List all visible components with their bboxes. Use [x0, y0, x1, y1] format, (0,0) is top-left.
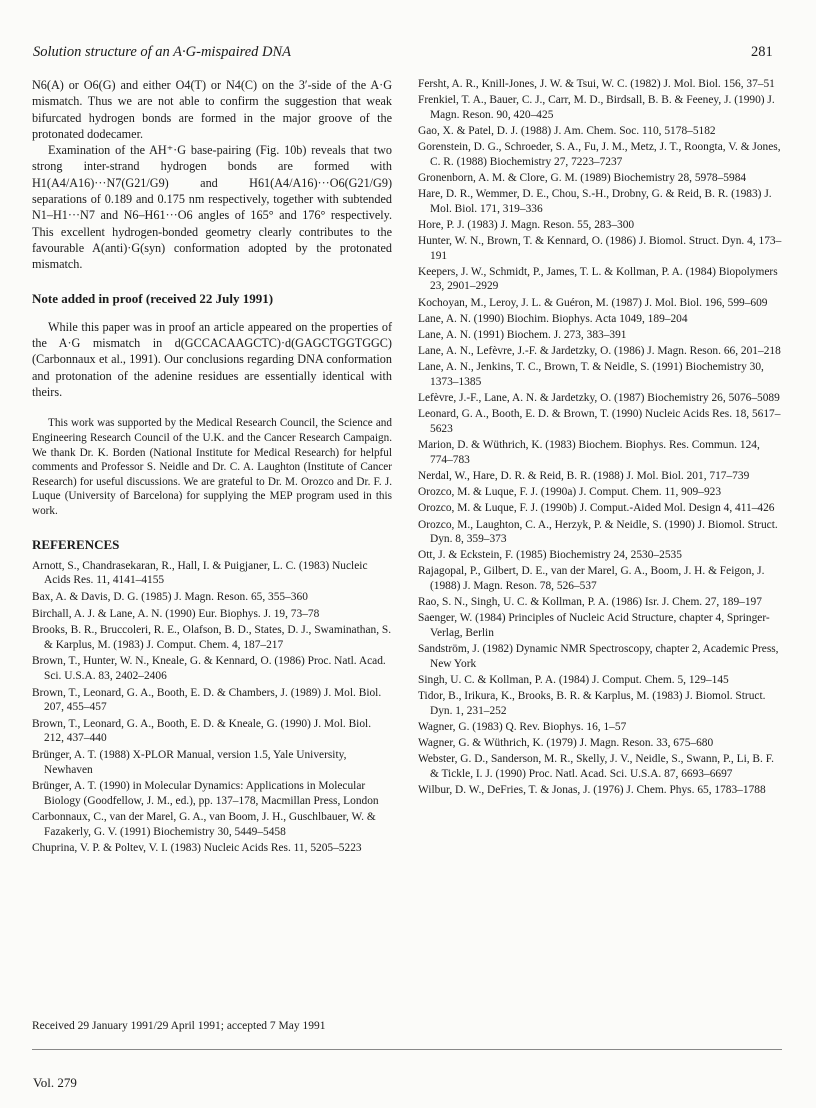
- reference-item: Hare, D. R., Wemmer, D. E., Chou, S.-H., Drobny, G. & Reid, B. R. (1983) J. Mol. Biol. 171, 319–336: [418, 188, 772, 215]
- note-heading: Note added in proof (received 22 July 1991): [32, 290, 274, 306]
- reference-item: Rao, S. N., Singh, U. C. & Kollman, P. A. (1986) Isr. J. Chem. 27, 189–197: [418, 596, 762, 609]
- references-heading: REFERENCES: [32, 536, 120, 552]
- body-paragraph: N6(A) or O6(G) and either O4(T) or N4(C) on the 3′-side of the A·G mismatch. Thus we are not able to confirm the suggestion that weak bifurcated hydrogen bonds are formed in the major groove of the protonated dodecamer.: [32, 78, 392, 141]
- reference-item: Wagner, G. (1983) Q. Rev. Biophys. 16, 1–57: [418, 720, 627, 733]
- reference-list: [32, 559, 392, 856]
- reference-item: Brooks, B. R., Bruccoleri, R. E., Olafson, B. D., States, D. J., Swaminathan, S. & Karplus, M. (1983) J. Comput. Chem. 4, 187–217: [32, 624, 392, 651]
- reference-item: Singh, U. C. & Kollman, P. A. (1984) J. Comput. Chem. 5, 129–145: [418, 674, 729, 686]
- reference-item: Brown, T., Leonard, G. A., Booth, E. D. & Kneale, G. (1990) J. Mol. Biol. 212, 437–440: [32, 717, 372, 745]
- reference-item: Brünger, A. T. (1990) in Molecular Dynamics: Applications in Molecular Biology (Goodfellow, J. M., ed.), pp. 137–178, Macmillan Press, London: [32, 780, 379, 807]
- reference-item: Hunter, W. N., Brown, T. & Kennard, O. (1986) J. Biomol. Struct. Dyn. 4, 173–191: [418, 235, 782, 262]
- reference-item: Nerdal, W., Hare, D. R. & Reid, B. R. (1988) J. Mol. Biol. 201, 717–739: [418, 469, 750, 482]
- reference-item: Lane, A. N. (1990) Biochim. Biophys. Acta 1049, 189–204: [418, 312, 688, 325]
- reference-item: Gao, X. & Patel, D. J. (1988) J. Am. Chem. Soc. 110, 5178–5182: [418, 124, 716, 137]
- reference-item: Lane, A. N., Jenkins, T. C., Brown, T. & Neidle, S. (1991) Biochemistry 30, 1373–1385: [418, 361, 764, 388]
- reference-item: Gronenborn, A. M. & Clore, G. M. (1989) Biochemistry 28, 5978–5984: [418, 171, 747, 184]
- running-title: Solution structure of an A·G-mispaired DNA: [33, 44, 292, 60]
- reference-item: Hore, P. J. (1983) J. Magn. Reson. 55, 283–300: [418, 218, 635, 231]
- reference-item: Brünger, A. T. (1988) X-PLOR Manual, version 1.5, Yale University, Newhaven: [32, 748, 347, 776]
- reference-list: [418, 77, 782, 798]
- reference-item: Orozco, M., Laughton, C. A., Herzyk, P. & Neidle, S. (1990) J. Biomol. Struct. Dyn. 8, 359–373: [418, 518, 778, 546]
- reference-item: Orozco, M. & Luque, F. J. (1990b) J. Comput.-Aided Mol. Design 4, 411–426: [418, 502, 775, 515]
- reference-item: Wagner, G. & Wüthrich, K. (1979) J. Magn. Reson. 33, 675–680: [418, 737, 714, 750]
- note-text: While this paper was in proof an article appeared on the properties of the A·G mismatch in d(GCCACAAGCTC)·d(GAGCTGGTGGC) (Carbonnaux et al., 1991). Our conclusions regarding DNA conformation and protonation of the adenine residues are essentially identical with theirs.: [32, 319, 392, 400]
- reference-item: Ott, J. & Eckstein, F. (1985) Biochemistry 24, 2530–2535: [418, 549, 682, 562]
- footer-rule: [32, 1049, 782, 1050]
- reference-item: Orozco, M. & Luque, F. J. (1990a) J. Comput. Chem. 11, 909–923: [418, 486, 722, 499]
- reference-item: Bax, A. & Davis, D. G. (1985) J. Magn. Reson. 65, 355–360: [32, 590, 308, 603]
- right-column: [418, 77, 782, 799]
- reference-item: Rajagopal, P., Gilbert, D. E., van der Marel, G. A., Boom, J. H. & Feigon, J. (1988) J. Magn. Reson. 78, 526–537: [418, 565, 765, 593]
- reference-item: Wilbur, D. W., DeFries, T. & Jonas, J. (1976) J. Chem. Phys. 65, 1783–1788: [418, 784, 766, 797]
- reference-item: Gorenstein, D. G., Schroeder, S. A., Fu, J. M., Metz, J. T., Roongta, V. & Jones, C. R. (1988) Biochemistry 27, 7223–7237: [418, 141, 781, 168]
- page-number: 281: [751, 44, 773, 60]
- reference-item: Keepers, J. W., Schmidt, P., James, T. L. & Kollman, P. A. (1984) Biopolymers 23, 2901–2929: [418, 265, 778, 293]
- reference-item: Kochoyan, M., Leroy, J. L. & Guéron, M. (1987) J. Mol. Biol. 196, 599–609: [418, 296, 768, 309]
- reference-item: Chuprina, V. P. & Poltev, V. I. (1983) Nucleic Acids Res. 11, 5205–5223: [32, 842, 362, 855]
- left-column: [32, 77, 392, 858]
- reference-item: Leonard, G. A., Booth, E. D. & Brown, T. (1990) Nucleic Acids Res. 18, 5617–5623: [418, 408, 781, 435]
- acknowledgement: This work was supported by the Medical Research Council, the Science and Engineering Research Council of the U.K. and the Cancer Research Campaign. We thank Dr. K. Borden (National Institute for Medical Research) for helpful comments and Professor S. Neidle and Dr. C. A. Laughton (Institute of Cancer Research) for useful discussions. We are grateful to Dr. M. Orozco and Dr. F. J. Luque (University of Barcelona) for supplying the MEP program used in this work.: [32, 417, 392, 517]
- reference-item: Saenger, W. (1984) Principles of Nucleic Acid Structure, chapter 4, Springer-Verlag, Berlin: [418, 612, 770, 640]
- reference-item: Marion, D. & Wüthrich, K. (1983) Biochem. Biophys. Res. Commun. 124, 774–783: [418, 439, 760, 466]
- body-paragraph: Examination of the AH⁺·G base-pairing (Fig. 10b) reveals that two strong inter-strand hydrogen bonds are formed with H1(A4/A16)···N7(G21/G9) and H61(A4/A16)···O6(G21/G9) separations of 0.189 and 0.175 nm respectively, together with subtended N1–H1···N7 and N6–H61···O6 angles of 165° and 176° respectively. This excellent hydrogen-bonded geometry clearly contributes to the favourable A(anti)·G(syn) conformation adopted by the protonated mismatch.: [32, 143, 392, 272]
- reference-item: Brown, T., Leonard, G. A., Booth, E. D. & Chambers, J. (1989) J. Mol. Biol. 207, 455–457: [32, 686, 382, 714]
- reference-item: Webster, G. D., Sanderson, M. R., Skelly, J. V., Neidle, S., Swann, P., Li, B. F. & Tickle, I. J. (1990) Proc. Natl. Acad. Sci. U.S.A. 87, 6693–6697: [418, 753, 774, 780]
- reference-item: Tidor, B., Irikura, K., Brooks, B. R. & Karplus, M. (1983) J. Biomol. Struct. Dyn. 1, 231–252: [418, 690, 766, 717]
- reference-item: Frenkiel, T. A., Bauer, C. J., Carr, M. D., Birdsall, B. B. & Feeney, J. (1990) J. Magn. Reson. 90, 420–425: [418, 94, 775, 121]
- reference-item: Birchall, A. J. & Lane, A. N. (1990) Eur. Biophys. J. 19, 73–78: [32, 607, 320, 620]
- reference-item: Arnott, S., Chandrasekaran, R., Hall, I. & Puigjaner, L. C. (1983) Nucleic Acids Res. 11, 4141–4155: [32, 559, 368, 587]
- reference-item: Lane, A. N. (1991) Biochem. J. 273, 383–391: [418, 329, 627, 342]
- reference-item: Sandström, J. (1982) Dynamic NMR Spectroscopy, chapter 2, Academic Press, New York: [418, 643, 779, 670]
- volume-label: Vol. 279: [33, 1075, 77, 1090]
- reference-item: Lane, A. N., Lefèvre, J.-F. & Jardetzky, O. (1986) J. Magn. Reson. 66, 201–218: [418, 345, 781, 358]
- reference-item: Brown, T., Hunter, W. N., Kneale, G. & Kennard, O. (1986) Proc. Natl. Acad. Sci. U.S.A. 83, 2402–2406: [32, 655, 386, 682]
- reference-item: Lefèvre, J.-F., Lane, A. N. & Jardetzky, O. (1987) Biochemistry 26, 5076–5089: [418, 392, 780, 405]
- reference-item: Carbonnaux, C., van der Marel, G. A., van Boom, J. H., Guschlbauer, W. & Fazakerly, G. V. (1991) Biochemistry 30, 5449–5458: [32, 811, 376, 838]
- reference-item: Fersht, A. R., Knill-Jones, J. W. & Tsui, W. C. (1982) J. Mol. Biol. 156, 37–51: [418, 78, 775, 90]
- received-line: Received 29 January 1991/29 April 1991; accepted 7 May 1991: [32, 1020, 326, 1032]
